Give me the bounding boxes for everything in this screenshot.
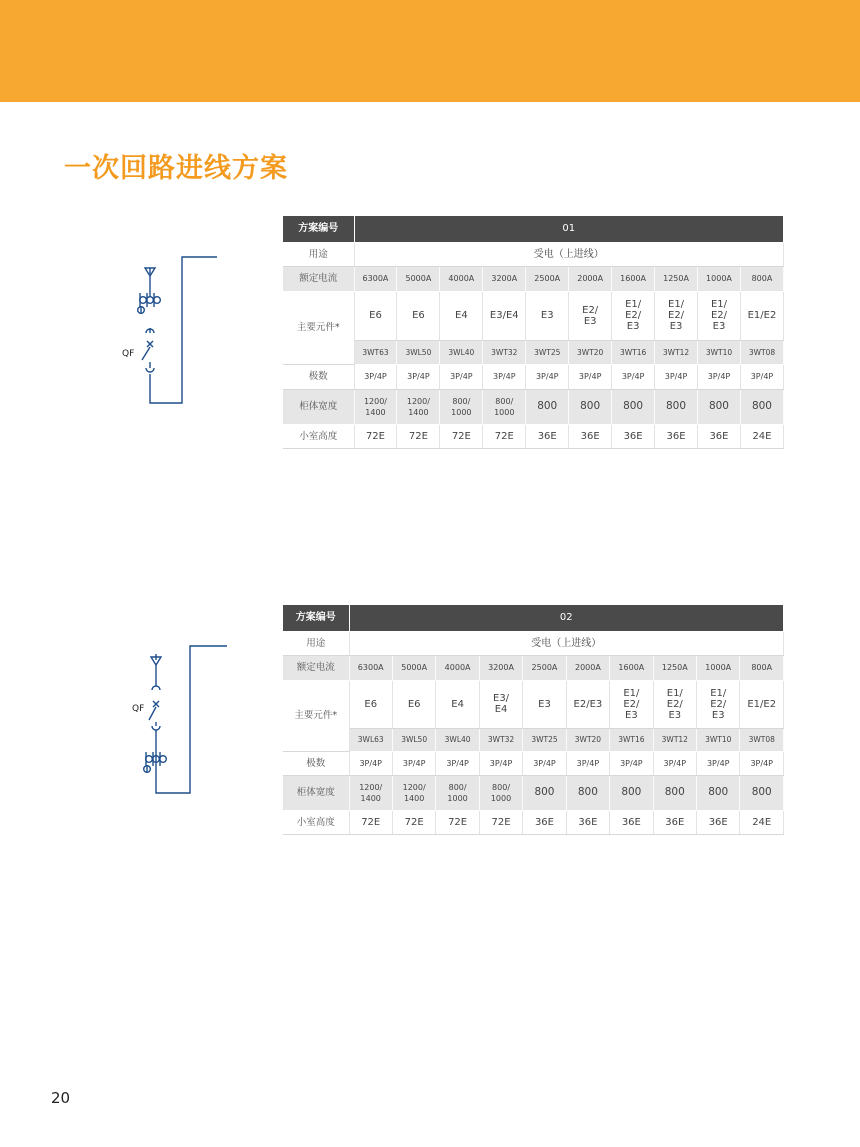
poles-cell: 3P/4P <box>354 364 397 389</box>
width-cell: 800/ 1000 <box>479 775 522 810</box>
height-cell: 72E <box>483 424 526 448</box>
poles-cell: 3P/4P <box>655 364 698 389</box>
model-cell: 3WL63 <box>349 728 392 751</box>
row-label-poles: 极数 <box>283 751 349 775</box>
height-cell: 72E <box>479 810 522 834</box>
poles-cell: 3P/4P <box>569 364 612 389</box>
poles-cell: 3P/4P <box>483 364 526 389</box>
width-cell: 800 <box>526 389 569 424</box>
height-cell: 36E <box>569 424 612 448</box>
current-cell: 2000A <box>566 655 609 680</box>
width-cell: 800 <box>698 389 741 424</box>
scheme-table-01 <box>283 216 784 449</box>
poles-cell: 3P/4P <box>397 364 440 389</box>
model-cell: 3WT08 <box>740 728 784 751</box>
width-cell: 800 <box>655 389 698 424</box>
poles-cell: 3P/4P <box>479 751 522 775</box>
component-cell: E1/ E2/ E3 <box>653 680 696 728</box>
component-cell: E6 <box>392 680 435 728</box>
width-cell: 1200/ 1400 <box>354 389 397 424</box>
component-cell: E6 <box>349 680 392 728</box>
model-cell: 3WL40 <box>440 340 483 364</box>
height-cell: 72E <box>354 424 397 448</box>
model-cell: 3WT10 <box>698 340 741 364</box>
component-cell: E1/E2 <box>740 680 784 728</box>
poles-cell: 3P/4P <box>436 751 479 775</box>
poles-cell: 3P/4P <box>697 751 740 775</box>
width-cell: 800 <box>610 775 653 810</box>
component-cell: E4 <box>440 291 483 340</box>
model-cell: 3WT32 <box>483 340 526 364</box>
width-cell: 800 <box>566 775 609 810</box>
height-cell: 72E <box>392 810 435 834</box>
width-cell: 800 <box>523 775 566 810</box>
component-cell: E3/ E4 <box>479 680 522 728</box>
component-cell: E6 <box>354 291 397 340</box>
poles-cell: 3P/4P <box>349 751 392 775</box>
poles-cell: 3P/4P <box>740 751 784 775</box>
usage-value: 受电（上进线） <box>349 631 784 655</box>
height-cell: 36E <box>655 424 698 448</box>
row-label-main-components: 主要元件* <box>283 680 349 751</box>
current-cell: 6300A <box>354 266 397 291</box>
row-label-main-components: 主要元件* <box>283 291 354 364</box>
current-cell: 1250A <box>653 655 696 680</box>
row-label-rated-current: 额定电流 <box>283 266 354 291</box>
height-cell: 24E <box>740 810 784 834</box>
component-cell: E3 <box>523 680 566 728</box>
poles-cell: 3P/4P <box>566 751 609 775</box>
height-cell: 36E <box>653 810 696 834</box>
height-cell: 36E <box>526 424 569 448</box>
width-cell: 800 <box>697 775 740 810</box>
model-cell: 3WT16 <box>612 340 655 364</box>
poles-cell: 3P/4P <box>523 751 566 775</box>
width-cell: 800/ 1000 <box>440 389 483 424</box>
height-cell: 72E <box>397 424 440 448</box>
current-cell: 1000A <box>698 266 741 291</box>
width-cell: 800 <box>653 775 696 810</box>
single-line-diagram-01 <box>110 250 230 410</box>
width-cell: 1200/ 1400 <box>392 775 435 810</box>
current-cell: 5000A <box>397 266 440 291</box>
width-cell: 800 <box>612 389 655 424</box>
header-banner <box>0 0 860 102</box>
current-cell: 2000A <box>569 266 612 291</box>
row-label-cabinet-width: 柜体宽度 <box>283 389 354 424</box>
poles-cell: 3P/4P <box>612 364 655 389</box>
model-cell: 3WT10 <box>697 728 740 751</box>
current-cell: 2500A <box>526 266 569 291</box>
model-cell: 3WT20 <box>566 728 609 751</box>
qf-label: QF <box>122 349 135 359</box>
poles-cell: 3P/4P <box>653 751 696 775</box>
current-cell: 5000A <box>392 655 435 680</box>
row-label-compartment-height: 小室高度 <box>283 810 349 834</box>
component-cell: E1/ E2/ E3 <box>610 680 653 728</box>
model-cell: 3WT12 <box>653 728 696 751</box>
scheme-number: 02 <box>349 605 784 631</box>
height-cell: 24E <box>740 424 783 448</box>
current-cell: 4000A <box>436 655 479 680</box>
component-cell: E1/E2 <box>740 291 783 340</box>
qf-label: QF <box>132 704 145 714</box>
poles-cell: 3P/4P <box>740 364 783 389</box>
model-cell: 3WT32 <box>479 728 522 751</box>
scheme-number: 01 <box>354 216 784 242</box>
component-cell: E1/ E2/ E3 <box>698 291 741 340</box>
component-cell: E1/ E2/ E3 <box>612 291 655 340</box>
poles-cell: 3P/4P <box>698 364 741 389</box>
current-cell: 1250A <box>655 266 698 291</box>
model-cell: 3WT25 <box>523 728 566 751</box>
width-cell: 800 <box>740 389 783 424</box>
height-cell: 36E <box>612 424 655 448</box>
current-cell: 1000A <box>697 655 740 680</box>
current-cell: 800A <box>740 655 784 680</box>
header-scheme-no: 方案编号 <box>283 605 349 631</box>
current-cell: 2500A <box>523 655 566 680</box>
page-title: 一次回路进线方案 <box>64 153 288 184</box>
model-cell: 3WT16 <box>610 728 653 751</box>
current-cell: 1600A <box>612 266 655 291</box>
single-line-diagram-02 <box>120 640 240 800</box>
model-cell: 3WT12 <box>655 340 698 364</box>
row-label-usage: 用途 <box>283 631 349 655</box>
model-cell: 3WL40 <box>436 728 479 751</box>
row-label-usage: 用途 <box>283 242 354 266</box>
current-cell: 3200A <box>479 655 522 680</box>
height-cell: 36E <box>697 810 740 834</box>
current-cell: 4000A <box>440 266 483 291</box>
width-cell: 800/ 1000 <box>436 775 479 810</box>
height-cell: 72E <box>349 810 392 834</box>
model-cell: 3WT25 <box>526 340 569 364</box>
model-cell: 3WT08 <box>740 340 783 364</box>
poles-cell: 3P/4P <box>610 751 653 775</box>
width-cell: 800 <box>569 389 612 424</box>
model-cell: 3WT20 <box>569 340 612 364</box>
component-cell: E2/ E3 <box>569 291 612 340</box>
width-cell: 1200/ 1400 <box>349 775 392 810</box>
current-cell: 6300A <box>349 655 392 680</box>
component-cell: E4 <box>436 680 479 728</box>
height-cell: 72E <box>436 810 479 834</box>
poles-cell: 3P/4P <box>526 364 569 389</box>
width-cell: 800/ 1000 <box>483 389 526 424</box>
row-label-rated-current: 额定电流 <box>283 655 349 680</box>
height-cell: 36E <box>523 810 566 834</box>
component-cell: E2/E3 <box>566 680 609 728</box>
height-cell: 36E <box>566 810 609 834</box>
header-scheme-no: 方案编号 <box>283 216 354 242</box>
component-cell: E6 <box>397 291 440 340</box>
poles-cell: 3P/4P <box>440 364 483 389</box>
height-cell: 36E <box>610 810 653 834</box>
component-cell: E1/ E2/ E3 <box>655 291 698 340</box>
current-cell: 3200A <box>483 266 526 291</box>
component-cell: E1/ E2/ E3 <box>697 680 740 728</box>
height-cell: 72E <box>440 424 483 448</box>
model-cell: 3WT63 <box>354 340 397 364</box>
model-cell: 3WL50 <box>397 340 440 364</box>
current-cell: 1600A <box>610 655 653 680</box>
current-cell: 800A <box>740 266 783 291</box>
page-number: 20 <box>51 1089 71 1107</box>
model-cell: 3WL50 <box>392 728 435 751</box>
row-label-cabinet-width: 柜体宽度 <box>283 775 349 810</box>
usage-value: 受电（上进线） <box>354 242 784 266</box>
component-cell: E3/E4 <box>483 291 526 340</box>
scheme-table-02 <box>283 605 784 835</box>
poles-cell: 3P/4P <box>392 751 435 775</box>
row-label-poles: 极数 <box>283 364 354 389</box>
height-cell: 36E <box>698 424 741 448</box>
width-cell: 800 <box>740 775 784 810</box>
width-cell: 1200/ 1400 <box>397 389 440 424</box>
row-label-compartment-height: 小室高度 <box>283 424 354 448</box>
component-cell: E3 <box>526 291 569 340</box>
